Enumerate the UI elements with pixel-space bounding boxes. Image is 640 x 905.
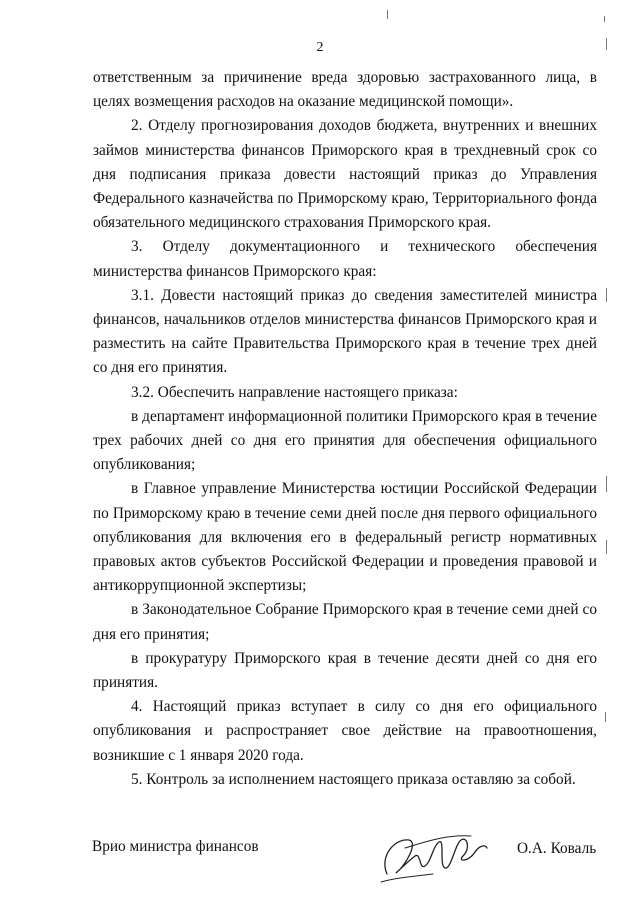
paragraph-item-3-1: 3.1. Довести настоящий приказ до сведения заместителей министра финансов, начальников отделов министерства финансов Приморского края и разместить на сайте Правительства Приморского края в течение трех дней со дня его принятия.	[93, 286, 597, 377]
paragraph-recipient-prosecutor: в прокуратуру Приморского края в течение десяти дней со дня его принятия.	[93, 649, 597, 692]
paragraph-item-3-2: 3.2. Обеспечить направление настоящего приказа:	[131, 383, 458, 401]
page-number: 2	[316, 40, 324, 55]
scan-speck	[606, 540, 607, 554]
paragraph-continuation: ответственным за причинение вреда здоровью застрахованного лица, в целях возмещения расходов на оказание медицинской помощи».	[93, 69, 597, 111]
signatory-name: О.А. Коваль	[517, 840, 597, 857]
scan-speck	[606, 38, 607, 50]
scan-speck	[606, 288, 607, 302]
paragraph-item-4: 4. Настоящий приказ вступает в силу со дня его официального опубликования и распространяет свое действие на правоотношения, возникшие с 1 января 2020 года.	[93, 698, 597, 764]
scan-speck	[606, 476, 607, 492]
scan-speck	[387, 10, 388, 19]
paragraph-item-3: 3. Отделу документационного и технического обеспечения министерства финансов Приморского края:	[93, 238, 597, 280]
paragraph-item-5: 5. Контроль за исполнением настоящего приказа оставляю за собой.	[131, 770, 576, 788]
scan-speck	[605, 712, 606, 722]
signatory-title: Врио министра финансов	[92, 838, 259, 855]
document-body	[93, 66, 597, 792]
paragraph-item-2: 2. Отделу прогнозирования доходов бюджета, внутренних и внешних займов министерства финансов Приморского края в трехдневный срок со дня подписания приказа довести настоящий приказ до Управления Федерального казначейства по Приморскому краю, Территориального фонда обязательного медицинского страхования Приморского края.	[93, 117, 597, 232]
paragraph-recipient-justice: в Главное управление Министерства юстиции Российской Федерации по Приморскому краю в течение семи дней после дня первого официального опубликования для включения его в федеральный регистр нормативных правовых актов субъектов Российской Федерации и проведения правовой и антикоррупционной экспертизы;	[93, 480, 597, 595]
paragraph-recipient-info-policy: в департамент информационной политики Приморского края в течение трех рабочих дней со дня его принятия для обеспечения официального опубликования;	[93, 407, 597, 474]
handwritten-signature	[375, 826, 495, 886]
scan-speck	[604, 16, 605, 22]
paragraph-recipient-assembly: в Законодательное Собрание Приморского края в течение семи дней со дня его принятия;	[93, 601, 597, 643]
